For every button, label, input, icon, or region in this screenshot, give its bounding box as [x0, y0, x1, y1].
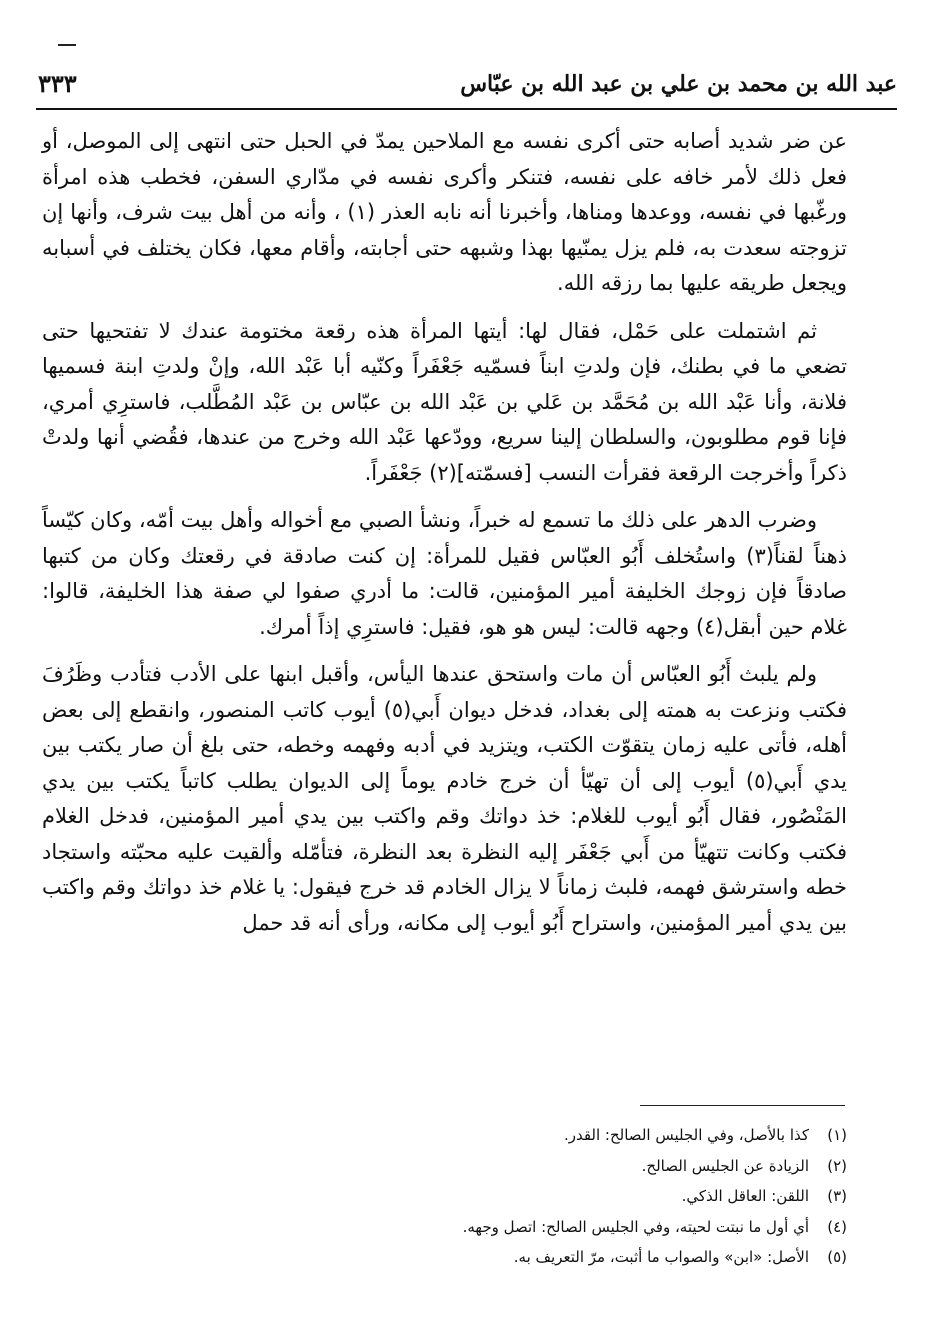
- footnote-number: (٣): [827, 1187, 847, 1205]
- footnotes: [42, 1120, 847, 1273]
- footnote: [42, 1242, 847, 1273]
- header-divider: [36, 108, 897, 110]
- footnote: [42, 1181, 847, 1212]
- footnote-text: كذا بالأصل، وفي الجليس الصالح: القدر.: [563, 1126, 809, 1144]
- footnote-text: الزيادة عن الجليس الصالح.: [641, 1156, 809, 1175]
- footnote-number: (١): [827, 1126, 847, 1144]
- footnote: [42, 1212, 847, 1243]
- paragraph: عن ضر شديد أصابه حتى أكرى نفسه مع الملاحين يمدّ في الحبل حتى انتهى إلى الموصل، أو فعل ذلك لأمر خافه على نفسه، فتنكر وأكرى نفسه في مدّاري السفن، فخطب هذه امرأة ورغّبها في نفسه، ووعدها ومناها، وأخبرنا أنه نابه العذر (١) ، وأنه من أهل بيت شرف، وأنها إن تزوجته سعدت به، فلم يزل يمنّيها بهذا وشبهه حتى أجابته، وأقام معها، فكان يختلف في أسبابه ويجعل طريقه عليها بما رزقه الله.: [42, 129, 847, 295]
- footnote-text: أي أول ما نبتت لحيته، وفي الجليس الصالح: اتصل وجهه.: [462, 1217, 809, 1236]
- main-text: [42, 124, 847, 953]
- footnote-number: (٥): [827, 1248, 847, 1266]
- footnote-number: (٤): [827, 1217, 847, 1236]
- running-title: عبد الله بن محمد بن علي بن عبد الله بن عبّاس: [460, 71, 897, 97]
- footnote: [42, 1120, 847, 1151]
- footnote: [42, 1151, 847, 1182]
- footnote-divider: [640, 1105, 845, 1106]
- footnote-number: (٢): [827, 1156, 847, 1175]
- footnote-text: اللقن: العاقل الذكي.: [681, 1187, 809, 1205]
- running-header: [38, 66, 897, 106]
- footnote-text: الأصل: «ابن» والصواب ما أثبت، مرّ التعريف به.: [513, 1248, 809, 1266]
- paragraph: ثم اشتملت على حَمْل، فقال لها: أيتها المرأة هذه رقعة مختومة عندك لا تفتحيها حتى تضعي ما في بطنك، فإن ولدتِ ابناً فسمّيه جَعْفَراً وكنّيه أبا عَبْد الله، وإنْ ولدتِ ابنة فسميها فلانة، وأنا عَبْد الله بن مُحَمَّد بن عَلي بن عَبْد الله بن عبّاس بن عَبْد المُطَّلب، فاسترِي أمري، فإنا قوم مطلوبون، والسلطان إلينا سريع، وودّعها عَبْد الله وخرج من عندها، فقُضي أنها ولدتْ ذكراً وأخرجت الرقعة فقرأت النسب [فسمّته](٢) جَعْفَراً.: [42, 318, 847, 485]
- page-number: ٣٣٣: [38, 69, 77, 98]
- paragraph: ولم يلبث أَبُو العبّاس أن مات واستحق عندها اليأس، وأقبل ابنها على الأدب فتأدب وظَرُفَ فكتب ونزعت به همته إلى بغداد، فدخل ديوان أَبي(٥) أيوب كاتب المنصور، وانقطع إلى بعض أهله، فأتى عليه زمان يتقوّت الكتب، ويتزيد في أدبه وفهمه وخطه، حتى بلغ أن صار يكتب بين يدي أَبي(٥) أيوب إلى أن تهيّأ أن خرج خادم يوماً إلى الديوان يطلب كاتباً يكتب بين يدي المَنْصُور، فقال أَبُو أيوب للغلام: خذ دواتك وقم واكتب بين يدي أمير المؤمنين، فدخل الغلام فكتب وكانت تتهيّأ من أَبي جَعْفَر إليه النظرة بعد النظرة، فتأمّله وألقيت عليه محبّته واستجاد خطه واسترشق فهمه، فلبث زماناً لا يزال الخادم قد خرج فيقول: يا غلام خذ دواتك وقم واكتب بين يدي أمير المؤمنين، واستراح أَبُو أيوب إلى مكانه، ورأى أنه قد حمل: [42, 662, 848, 935]
- paragraph: وضرب الدهر على ذلك ما تسمع له خبراً، ونشأ الصبي مع أخواله وأهل بيت أمّه، وكان كيّساً ذهناً لقناً(٣) واستُخلف أَبُو العبّاس فقيل للمرأة: إن كنت صادقة في رقعتك وكان من كتبها صادقاً فإن زوجك الخليفة أمير المؤمنين، قالت: ما أدري صفوا لي صفة هذا الخليفة، قالوا: غلام حين أبقل(٤) وجهه قالت: ليس هو هو، فقيل: فاسترِي إذاً أمرك.: [42, 508, 848, 639]
- corner-mark: [58, 44, 76, 46]
